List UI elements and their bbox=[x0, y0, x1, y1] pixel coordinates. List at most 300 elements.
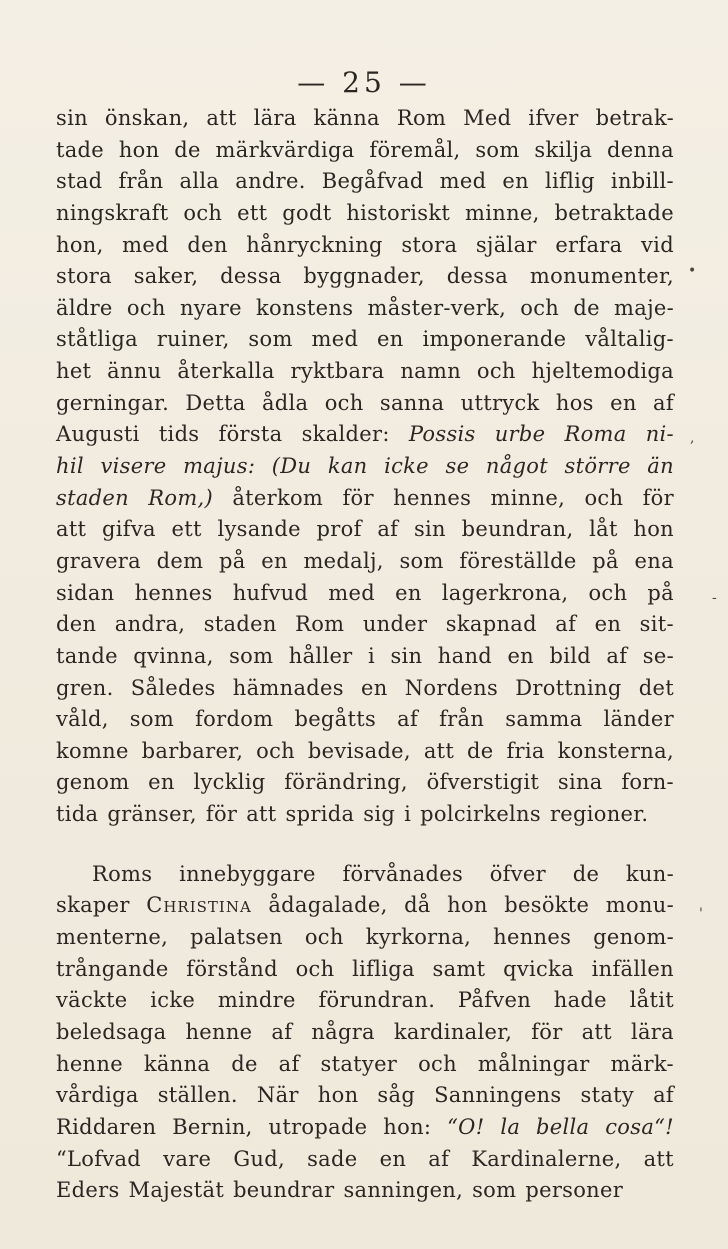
text-line bbox=[56, 673, 674, 705]
word: önskan, bbox=[104, 106, 190, 130]
word: gränser, bbox=[107, 802, 197, 827]
word: hennes bbox=[493, 925, 572, 950]
word: för bbox=[531, 1019, 563, 1044]
word: med bbox=[311, 327, 359, 352]
word: monu- bbox=[605, 893, 674, 918]
word: andra, bbox=[114, 612, 186, 637]
word: medalj, bbox=[303, 548, 384, 573]
word: sit- bbox=[639, 612, 674, 637]
text-line bbox=[56, 230, 674, 262]
word: af bbox=[653, 390, 674, 415]
word: öfverstigit bbox=[426, 770, 540, 795]
word: statyer bbox=[320, 1051, 398, 1076]
word: märkvärdiga bbox=[215, 137, 355, 162]
word: af bbox=[271, 1019, 293, 1044]
word: skaper bbox=[56, 893, 130, 918]
word: kan bbox=[327, 454, 368, 479]
word: för bbox=[342, 485, 374, 510]
word: begåtts bbox=[294, 707, 377, 732]
text-line bbox=[56, 1080, 674, 1112]
text-line bbox=[56, 1175, 674, 1207]
word: erfara bbox=[555, 232, 623, 257]
word: gifva bbox=[102, 517, 156, 542]
word: “Lofvad bbox=[56, 1146, 142, 1171]
word: fordom bbox=[195, 707, 274, 732]
word: från bbox=[439, 707, 485, 732]
word: som bbox=[129, 707, 175, 732]
word: När bbox=[256, 1083, 299, 1108]
word: sanna bbox=[379, 390, 445, 415]
word: minne, bbox=[465, 200, 540, 225]
word: la bbox=[500, 1114, 521, 1139]
word: personer bbox=[525, 1178, 624, 1203]
word: väckte bbox=[56, 988, 128, 1013]
word: af bbox=[653, 1083, 674, 1108]
word: icke bbox=[150, 988, 196, 1013]
word: förundran. bbox=[318, 988, 436, 1013]
word: som bbox=[475, 137, 520, 162]
word: inbill- bbox=[610, 169, 674, 194]
word: “O! bbox=[447, 1114, 485, 1139]
word: Augusti bbox=[56, 422, 140, 447]
word: cosa“! bbox=[605, 1114, 674, 1139]
word: hjeltemodiga bbox=[531, 359, 674, 384]
word: urbe bbox=[494, 422, 546, 447]
word: hennes bbox=[393, 485, 472, 510]
word: att bbox=[56, 517, 87, 542]
word: de bbox=[467, 738, 494, 763]
word: trångande bbox=[56, 956, 169, 981]
text-line bbox=[56, 546, 674, 578]
word: som bbox=[229, 643, 274, 668]
paragraph-2 bbox=[56, 859, 674, 1207]
word: fria bbox=[506, 738, 545, 763]
word: henne bbox=[56, 1051, 123, 1076]
word: de bbox=[174, 137, 201, 162]
word: sanningen, bbox=[343, 1178, 464, 1203]
word: lära bbox=[630, 1019, 674, 1044]
word: alla bbox=[179, 169, 220, 194]
word: från bbox=[118, 169, 164, 194]
word: och bbox=[324, 390, 364, 415]
word: stad bbox=[56, 169, 103, 194]
word: en bbox=[502, 169, 529, 194]
word: staden bbox=[203, 612, 277, 637]
word: den bbox=[187, 232, 228, 257]
word: och bbox=[126, 295, 166, 320]
word: än bbox=[647, 454, 674, 479]
word: minne, bbox=[490, 485, 566, 510]
text-line bbox=[56, 1144, 674, 1176]
print-speck: ' bbox=[699, 906, 703, 922]
word: gravera bbox=[56, 548, 141, 573]
word: Majestät bbox=[128, 1178, 225, 1203]
word: Gud, bbox=[233, 1146, 285, 1171]
word: ningskraft bbox=[56, 200, 169, 225]
word: gren. bbox=[56, 675, 114, 700]
word: betraktade bbox=[554, 200, 674, 225]
text-line bbox=[56, 954, 674, 986]
word: ådla bbox=[261, 390, 309, 415]
word: sina bbox=[557, 770, 603, 795]
word: hand bbox=[437, 643, 493, 668]
word: ännu bbox=[107, 359, 162, 384]
text-line bbox=[56, 1112, 674, 1144]
word: och bbox=[304, 925, 344, 950]
text-line bbox=[56, 356, 674, 388]
word: tida bbox=[56, 802, 99, 827]
word: känna bbox=[143, 1051, 211, 1076]
word: hon, bbox=[56, 232, 104, 257]
word: större bbox=[564, 454, 631, 479]
word: och bbox=[588, 580, 628, 605]
word: beundran, bbox=[461, 517, 574, 542]
word: af bbox=[555, 612, 577, 637]
word: hämnades bbox=[232, 675, 344, 700]
word: lycklig bbox=[193, 770, 266, 795]
word: som bbox=[472, 1178, 517, 1203]
word: ifver bbox=[528, 106, 579, 130]
word: af bbox=[606, 643, 628, 668]
word: infällen bbox=[591, 956, 674, 981]
word: något bbox=[485, 454, 548, 479]
word: Nordens bbox=[404, 675, 499, 700]
word: henne bbox=[185, 1019, 253, 1044]
word: sprida bbox=[285, 802, 355, 827]
word: (Du bbox=[271, 454, 312, 479]
word: bevisade, bbox=[307, 738, 411, 763]
word: att bbox=[246, 802, 277, 827]
word: en bbox=[377, 327, 404, 352]
word: se- bbox=[642, 643, 674, 668]
word: i bbox=[367, 643, 375, 668]
word: såg bbox=[377, 1083, 416, 1108]
word: beledsaga bbox=[56, 1019, 167, 1044]
word: ruiner, bbox=[156, 327, 230, 352]
word: Roma bbox=[564, 422, 627, 447]
word: första bbox=[218, 422, 283, 447]
word: dessa bbox=[220, 264, 282, 289]
word: se bbox=[445, 454, 470, 479]
word: tade bbox=[56, 137, 105, 162]
text-line bbox=[56, 388, 674, 420]
word: kardinaler, bbox=[393, 1019, 513, 1044]
word: lysande bbox=[217, 517, 301, 542]
word: att bbox=[206, 106, 237, 130]
word: förvånades bbox=[342, 861, 464, 886]
word: tids bbox=[158, 422, 200, 447]
word: ådagalade, bbox=[268, 893, 388, 918]
word: majus: bbox=[183, 454, 256, 479]
word: hon bbox=[633, 517, 674, 542]
word: Således bbox=[130, 675, 216, 700]
word: skilja bbox=[534, 137, 593, 162]
word: märk- bbox=[610, 1051, 674, 1076]
word: Riddaren bbox=[56, 1114, 157, 1139]
word: en bbox=[395, 580, 422, 605]
word: Bernin, bbox=[172, 1114, 253, 1139]
word: historiskt bbox=[346, 200, 451, 225]
text-line bbox=[56, 859, 674, 891]
word: återkalla bbox=[177, 359, 275, 384]
word: ena bbox=[634, 548, 674, 573]
word: en bbox=[610, 390, 637, 415]
text-line bbox=[56, 799, 674, 831]
word: konsterna, bbox=[557, 738, 674, 763]
word: för bbox=[642, 485, 674, 510]
word: själar bbox=[475, 232, 537, 257]
word: hil bbox=[56, 454, 84, 479]
word: att bbox=[423, 738, 455, 763]
print-speck: • bbox=[688, 263, 697, 279]
body-text bbox=[56, 103, 674, 1207]
word: då bbox=[404, 893, 431, 918]
word: den bbox=[56, 612, 97, 637]
word: de bbox=[231, 1051, 258, 1076]
word: de bbox=[573, 295, 600, 320]
word: Sanningens bbox=[434, 1083, 562, 1108]
word: en bbox=[361, 675, 388, 700]
word: het bbox=[56, 359, 92, 384]
text-line bbox=[56, 293, 674, 325]
word: de bbox=[572, 861, 600, 886]
word: att bbox=[581, 1019, 612, 1044]
word: låt bbox=[589, 517, 618, 542]
word: återkom bbox=[232, 485, 324, 510]
word: och bbox=[295, 956, 335, 981]
word: hennes bbox=[134, 580, 213, 605]
word: hon bbox=[118, 137, 160, 162]
word: nyare bbox=[179, 295, 242, 320]
word: under bbox=[362, 612, 428, 637]
word: håller bbox=[288, 643, 353, 668]
word: visere bbox=[100, 454, 167, 479]
text-line bbox=[56, 609, 674, 641]
word: tande bbox=[56, 643, 118, 668]
text-line bbox=[56, 890, 674, 922]
word: staty bbox=[580, 1083, 635, 1108]
word: och bbox=[584, 485, 624, 510]
word: Med bbox=[463, 106, 512, 130]
word: icke bbox=[384, 454, 429, 479]
word: regioner. bbox=[549, 802, 649, 827]
word: skapnad bbox=[445, 612, 537, 637]
word: ett bbox=[171, 517, 202, 542]
word: liflig bbox=[544, 169, 595, 194]
word: Christina bbox=[146, 893, 252, 918]
word: det bbox=[638, 675, 674, 700]
word: Rom bbox=[396, 106, 447, 130]
paragraph-gap bbox=[56, 831, 674, 859]
text-line bbox=[56, 166, 674, 198]
word: hos bbox=[555, 390, 594, 415]
word: Påfven bbox=[457, 988, 532, 1013]
word: namn bbox=[400, 359, 462, 384]
word: bild bbox=[549, 643, 591, 668]
word: Possis bbox=[408, 422, 476, 447]
word: af bbox=[278, 1051, 300, 1076]
word: Kardinalerne, bbox=[471, 1146, 622, 1171]
word: en bbox=[379, 1146, 407, 1171]
word: hufvud bbox=[232, 580, 309, 605]
word: och bbox=[520, 295, 560, 320]
word: på bbox=[218, 548, 246, 573]
word: med bbox=[439, 169, 487, 194]
word: betrak- bbox=[595, 106, 674, 130]
text-line bbox=[56, 922, 674, 954]
text-line bbox=[56, 514, 674, 546]
word: samma bbox=[505, 707, 583, 732]
word: uttryck bbox=[460, 390, 540, 415]
word: prof bbox=[316, 517, 362, 542]
word: skalder: bbox=[301, 422, 390, 447]
word: våltalig- bbox=[585, 327, 674, 352]
word: hånryckning bbox=[246, 232, 383, 257]
word: af bbox=[397, 707, 419, 732]
word: barbarer, bbox=[141, 738, 244, 763]
word: af bbox=[428, 1146, 450, 1171]
word: menterne, bbox=[56, 925, 169, 950]
text-line bbox=[56, 103, 674, 135]
word: lifliga bbox=[352, 956, 415, 981]
word: genom- bbox=[593, 925, 674, 950]
word: besökte bbox=[504, 893, 590, 918]
word: ställen. bbox=[157, 1083, 238, 1108]
paragraph-1 bbox=[56, 103, 674, 831]
text-line bbox=[56, 704, 674, 736]
word: saker, bbox=[133, 264, 199, 289]
text-line bbox=[56, 135, 674, 167]
word: qvinna, bbox=[133, 643, 214, 668]
word: sin bbox=[390, 643, 423, 668]
word: staden bbox=[56, 485, 129, 510]
text-line bbox=[56, 419, 674, 451]
word: konstens bbox=[256, 295, 354, 320]
word: länder bbox=[603, 707, 674, 732]
word: sade bbox=[307, 1146, 358, 1171]
word: kun- bbox=[625, 861, 674, 886]
word: genom bbox=[56, 770, 130, 795]
word: öfver bbox=[489, 861, 546, 886]
word: Rom bbox=[295, 612, 345, 637]
word: komne bbox=[56, 738, 129, 763]
word: låtit bbox=[629, 988, 674, 1013]
word: och bbox=[256, 738, 295, 763]
word: ståtliga bbox=[56, 327, 138, 352]
word: målningar bbox=[477, 1051, 590, 1076]
word: en bbox=[148, 770, 175, 795]
text-line bbox=[56, 736, 674, 768]
word: föremål, bbox=[369, 137, 461, 162]
word: på bbox=[647, 580, 674, 605]
word: lagerkrona, bbox=[441, 580, 569, 605]
word: förstånd bbox=[186, 956, 278, 981]
word: Eders bbox=[56, 1178, 120, 1203]
word: Begåfvad bbox=[321, 169, 424, 194]
word: utropade bbox=[268, 1114, 368, 1139]
word: ett bbox=[237, 200, 268, 225]
word: äldre bbox=[56, 295, 113, 320]
word: för bbox=[205, 802, 238, 827]
word: palatsen bbox=[190, 925, 283, 950]
word: som bbox=[399, 548, 444, 573]
word: att bbox=[643, 1146, 674, 1171]
word: denna bbox=[606, 137, 674, 162]
word: qvicka bbox=[503, 956, 574, 981]
word: andre. bbox=[235, 169, 306, 194]
page-number: — 25 — bbox=[297, 66, 431, 99]
word: gerningar. bbox=[56, 390, 170, 415]
word: hon bbox=[447, 893, 488, 918]
word: som bbox=[248, 327, 293, 352]
word: föreställde bbox=[459, 548, 577, 573]
word: hon bbox=[317, 1083, 359, 1108]
word: dessa bbox=[446, 264, 509, 289]
text-line bbox=[56, 483, 674, 515]
word: känna bbox=[313, 106, 380, 130]
word: Roms bbox=[92, 861, 153, 886]
text-line bbox=[56, 261, 674, 293]
word: dem bbox=[156, 548, 204, 573]
text-line bbox=[56, 1017, 674, 1049]
text-line bbox=[56, 985, 674, 1017]
word: sin bbox=[413, 517, 446, 542]
word: godt bbox=[282, 200, 332, 225]
word: stora bbox=[401, 232, 458, 257]
word: förändring, bbox=[284, 770, 408, 795]
word: innebyggare bbox=[179, 861, 316, 886]
word: af bbox=[377, 517, 399, 542]
word: lära bbox=[253, 106, 297, 130]
text-line bbox=[56, 451, 674, 483]
word: och bbox=[476, 359, 516, 384]
word: i bbox=[404, 802, 412, 827]
word: ni- bbox=[645, 422, 674, 447]
text-line bbox=[56, 324, 674, 356]
text-line bbox=[56, 641, 674, 673]
word: en bbox=[507, 643, 535, 668]
word: maje- bbox=[614, 295, 674, 320]
word: och bbox=[418, 1051, 457, 1076]
word: på bbox=[592, 548, 619, 573]
print-speck: , bbox=[690, 430, 695, 446]
word: ryktbara bbox=[290, 359, 385, 384]
word: hade bbox=[553, 988, 607, 1013]
word: vid bbox=[641, 232, 674, 257]
word: Detta bbox=[185, 390, 246, 415]
word: polcirkelns bbox=[420, 802, 541, 827]
text-line bbox=[56, 198, 674, 230]
word: samt bbox=[432, 956, 486, 981]
word: sin bbox=[56, 106, 88, 130]
word: måster-verk, bbox=[367, 295, 507, 320]
word: forn- bbox=[621, 770, 674, 795]
word: imponerande bbox=[422, 327, 567, 352]
text-line bbox=[56, 1049, 674, 1081]
word: hon: bbox=[383, 1114, 432, 1139]
word: sidan bbox=[56, 580, 115, 605]
word: våld, bbox=[56, 707, 109, 732]
word: en bbox=[261, 548, 288, 573]
text-line bbox=[56, 767, 674, 799]
word: vårdiga bbox=[56, 1083, 139, 1108]
word: monumenter, bbox=[529, 264, 674, 289]
word: stora bbox=[56, 264, 112, 289]
word: beundrar bbox=[233, 1178, 335, 1203]
word: några bbox=[311, 1019, 375, 1044]
word: kyrkorna, bbox=[365, 925, 472, 950]
word: mindre bbox=[217, 988, 296, 1013]
